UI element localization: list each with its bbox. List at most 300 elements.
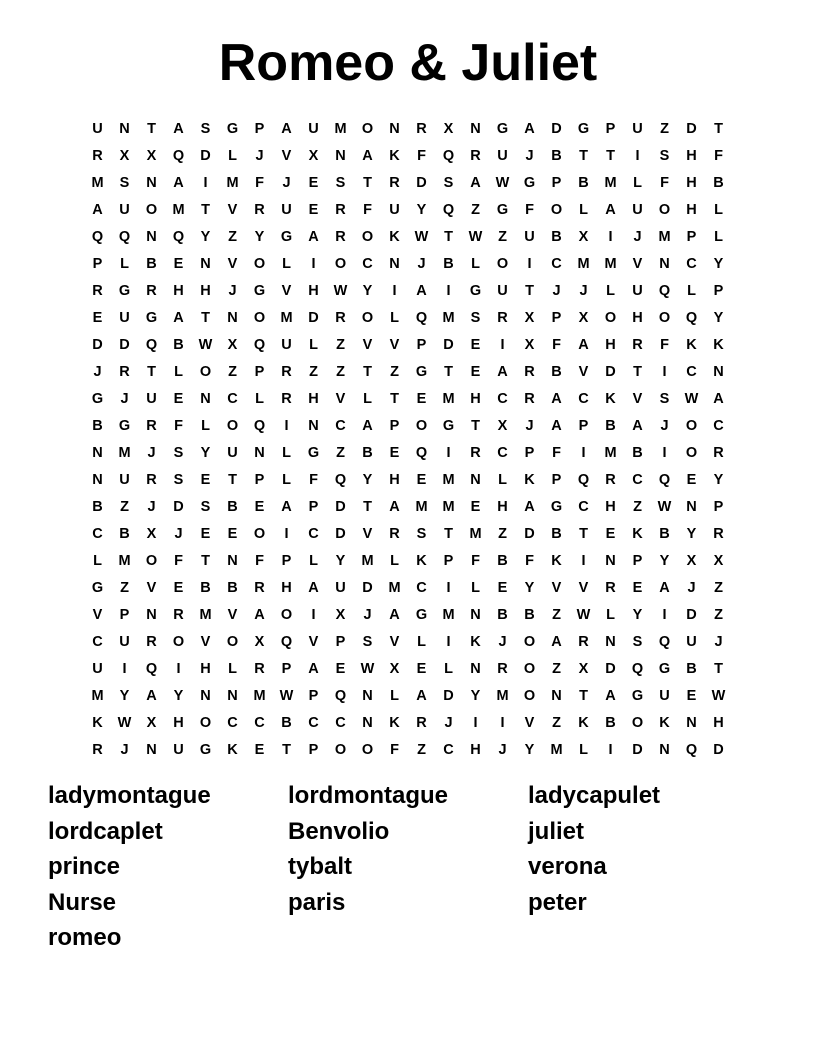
grid-letter: A [281,120,292,137]
grid-letter: Z [228,363,237,380]
grid-letter: U [497,147,508,164]
grid-letter: M [172,201,185,218]
grid-letter: I [635,147,640,164]
letter-grid [84,115,732,763]
grid-letter: D [335,498,346,515]
grid-letter: Y [713,309,724,326]
grid-letter: L [714,201,723,218]
grid-letter: I [662,363,667,380]
grid-letter: M [91,687,104,704]
grid-letter: E [308,201,319,218]
grid-letter: T [201,552,210,569]
grid-letter: L [228,660,237,677]
grid-letter: D [605,363,616,380]
grid-letter: P [578,417,589,434]
grid-letter: H [605,498,616,515]
grid-letter: N [146,228,157,245]
grid-letter: K [227,741,238,758]
grid-letter: N [92,444,103,461]
grid-letter: X [497,417,508,434]
grid-letter: A [362,417,373,434]
grid-letter: B [227,579,238,596]
grid-letter: T [714,660,723,677]
grid-letter: L [687,282,696,299]
grid-letter: G [91,579,104,596]
grid-letter: O [361,741,374,758]
grid-letter: P [119,606,130,623]
grid-letter: A [92,201,103,218]
grid-letter: O [199,363,212,380]
grid-letter: Y [416,201,427,218]
grid-letter: A [389,606,400,623]
grid-letter: G [280,228,293,245]
grid-letter: J [147,498,156,515]
grid-letter: C [686,255,697,272]
grid-letter: M [226,174,239,191]
grid-letter: S [173,444,184,461]
grid-letter: J [147,444,156,461]
grid-letter: C [497,444,508,461]
word-list-item: romeo [48,924,122,951]
word-list [48,780,768,958]
grid-letter: C [227,390,238,407]
grid-letter: T [147,120,156,137]
grid-letter: Y [362,471,373,488]
grid-letter: E [173,390,184,407]
grid-letter: A [524,120,535,137]
grid-letter: Y [254,228,265,245]
grid-letter: P [281,552,292,569]
grid-letter: I [446,579,451,596]
grid-letter: C [335,714,346,731]
grid-letter: O [253,525,266,542]
grid-letter: R [713,444,724,461]
grid-letter: R [389,525,400,542]
grid-letter: N [200,255,211,272]
grid-letter: J [498,633,507,650]
grid-letter: M [118,444,131,461]
grid-letter: B [92,498,103,515]
grid-letter: V [308,633,319,650]
grid-letter: A [497,363,508,380]
grid-letter: Q [415,309,428,326]
grid-letter: C [362,255,373,272]
grid-letter: T [444,228,453,245]
grid-letter: N [470,471,481,488]
grid-letter: N [686,498,697,515]
grid-letter: I [446,633,451,650]
grid-letter: M [442,471,455,488]
grid-letter: D [443,336,454,353]
grid-letter: L [282,444,291,461]
grid-letter: M [253,687,266,704]
grid-letter: J [255,147,264,164]
grid-letter: N [227,552,238,569]
grid-letter: N [200,390,211,407]
grid-letter: L [255,390,264,407]
grid-letter: X [335,606,346,623]
grid-letter: D [335,525,346,542]
grid-letter: B [551,228,562,245]
grid-letter: T [471,417,480,434]
grid-letter: J [444,714,453,731]
grid-letter: N [659,255,670,272]
grid-letter: S [362,633,373,650]
grid-letter: E [308,174,319,191]
grid-letter: A [173,309,184,326]
grid-letter: H [470,390,481,407]
grid-letter: Q [631,660,644,677]
grid-letter: L [390,309,399,326]
grid-letter: R [578,633,589,650]
grid-letter: L [228,147,237,164]
grid-letter: W [495,174,510,191]
grid-letter: W [657,498,672,515]
grid-letter: M [577,255,590,272]
grid-letter: S [470,309,481,326]
word-list-item: tybalt [288,853,353,880]
grid-letter: L [93,552,102,569]
grid-letter: M [334,120,347,137]
grid-letter: Q [172,147,185,164]
grid-letter: I [284,525,289,542]
grid-letter: Q [91,228,104,245]
grid-letter: F [552,444,561,461]
grid-letter: A [308,579,319,596]
grid-letter: N [659,741,670,758]
grid-letter: T [390,390,399,407]
grid-letter: P [686,228,697,245]
grid-letter: U [119,471,130,488]
grid-letter: N [470,606,481,623]
grid-letter: O [226,633,239,650]
grid-letter: F [660,174,669,191]
grid-letter: Q [253,417,266,434]
grid-letter: W [198,336,213,353]
grid-letter: R [470,147,481,164]
grid-letter: Y [686,525,697,542]
grid-letter: D [173,498,184,515]
grid-letter: O [685,444,698,461]
grid-letter: Q [658,471,671,488]
grid-letter: H [308,390,319,407]
grid-letter: M [604,174,617,191]
grid-letter: F [417,147,426,164]
grid-letter: M [442,606,455,623]
grid-letter: P [389,417,400,434]
grid-letter: U [146,390,157,407]
grid-letter: A [470,174,481,191]
grid-letter: V [389,633,400,650]
grid-letter: L [633,174,642,191]
grid-letter: V [227,606,238,623]
grid-letter: F [525,201,534,218]
grid-letter: N [227,309,238,326]
grid-letter: B [119,525,130,542]
grid-letter: W [576,606,591,623]
grid-letter: R [146,633,157,650]
grid-letter: U [281,336,292,353]
grid-letter: A [605,201,616,218]
grid-letter: C [578,390,589,407]
grid-letter: R [632,336,643,353]
grid-letter: N [713,363,724,380]
grid-letter: N [605,633,616,650]
grid-letter: I [608,228,613,245]
grid-letter: I [500,714,505,731]
grid-letter: R [92,282,103,299]
grid-letter: X [119,147,130,164]
grid-letter: E [254,741,265,758]
grid-letter: B [686,660,697,677]
grid-letter: H [200,282,211,299]
grid-letter: T [525,282,534,299]
grid-letter: A [578,336,589,353]
grid-letter: O [334,741,347,758]
grid-letter: D [200,147,211,164]
grid-letter: G [496,120,509,137]
grid-letter: G [550,498,563,515]
grid-letter: Z [417,741,426,758]
grid-letter: V [146,579,157,596]
grid-letter: Z [552,660,561,677]
grid-letter: L [498,471,507,488]
grid-letter: J [687,579,696,596]
grid-letter: X [578,228,589,245]
grid-letter: L [471,255,480,272]
grid-letter: Y [713,471,724,488]
grid-letter: U [227,444,238,461]
grid-letter: Y [524,741,535,758]
grid-letter: M [469,525,482,542]
grid-letter: V [578,363,589,380]
grid-letter: E [335,660,346,677]
grid-letter: X [713,552,724,569]
grid-letter: R [416,714,427,731]
grid-letter: Y [713,255,724,272]
grid-letter: N [389,255,400,272]
grid-letter: L [579,741,588,758]
grid-letter: H [173,282,184,299]
grid-letter: O [361,120,374,137]
grid-letter: T [579,687,588,704]
grid-letter: J [363,606,372,623]
grid-letter: Q [145,336,158,353]
grid-letter: F [714,147,723,164]
word-list-item: ladymontague [48,782,211,809]
grid-letter: R [605,471,616,488]
grid-letter: H [686,174,697,191]
grid-letter: N [146,741,157,758]
grid-letter: I [176,660,181,677]
grid-letter: T [363,498,372,515]
grid-letter: V [362,336,373,353]
grid-letter: Z [120,498,129,515]
grid-letter: C [443,741,454,758]
grid-letter: X [146,147,157,164]
grid-letter: G [496,201,509,218]
grid-letter: F [174,552,183,569]
grid-letter: I [392,282,397,299]
grid-letter: B [146,255,157,272]
grid-letter: C [335,417,346,434]
grid-letter: Z [336,336,345,353]
grid-letter: X [524,336,535,353]
grid-letter: U [119,309,130,326]
grid-letter: R [605,579,616,596]
grid-letter: M [91,174,104,191]
grid-letter: H [686,147,697,164]
grid-letter: U [389,201,400,218]
grid-letter: B [551,525,562,542]
grid-letter: B [443,255,454,272]
grid-letter: T [201,309,210,326]
grid-letter: B [578,174,589,191]
grid-letter: Y [632,606,643,623]
grid-letter: M [388,579,401,596]
grid-letter: I [446,282,451,299]
grid-letter: B [227,498,238,515]
grid-letter: B [497,552,508,569]
grid-letter: U [632,120,643,137]
grid-letter: U [524,228,535,245]
grid-letter: Z [552,606,561,623]
grid-letter: I [527,255,532,272]
grid-letter: G [145,309,158,326]
grid-letter: R [92,147,103,164]
grid-letter: X [146,714,157,731]
grid-letter: W [333,282,348,299]
grid-letter: M [361,552,374,569]
grid-letter: J [579,282,588,299]
grid-letter: S [416,525,427,542]
grid-letter: P [92,255,103,272]
grid-letter: O [280,606,293,623]
grid-letter: X [443,120,454,137]
grid-letter: O [604,309,617,326]
grid-letter: O [658,309,671,326]
grid-letter: D [362,579,373,596]
grid-letter: O [145,552,158,569]
grid-letter: O [145,201,158,218]
grid-letter: Z [309,363,318,380]
grid-letter: L [606,606,615,623]
grid-letter: X [146,525,157,542]
grid-letter: N [227,687,238,704]
grid-letter: D [605,660,616,677]
grid-letter: I [581,552,586,569]
grid-letter: U [632,282,643,299]
grid-letter: U [173,741,184,758]
grid-letter: K [524,471,535,488]
grid-letter: U [119,201,130,218]
grid-letter: K [686,336,697,353]
grid-letter: F [525,552,534,569]
grid-letter: Q [145,660,158,677]
grid-letter: O [685,417,698,434]
grid-letter: Y [200,228,211,245]
grid-letter: E [389,444,400,461]
word-list-item: lordcaplet [48,817,163,845]
grid-letter: U [119,633,130,650]
grid-letter: A [551,390,562,407]
grid-letter: J [660,417,669,434]
grid-letter: C [497,390,508,407]
grid-letter: G [199,741,212,758]
grid-letter: M [604,444,617,461]
grid-letter: Z [336,363,345,380]
grid-letter: G [91,390,104,407]
grid-letter: A [362,147,373,164]
grid-letter: C [92,633,103,650]
grid-letter: N [389,120,400,137]
grid-letter: B [659,525,670,542]
grid-letter: N [146,174,157,191]
grid-letter: B [200,579,211,596]
grid-letter: X [389,660,400,677]
grid-letter: N [362,687,373,704]
grid-letter: I [203,174,208,191]
grid-letter: K [713,336,724,353]
grid-letter: Z [336,444,345,461]
grid-letter: M [415,498,428,515]
grid-letter: V [227,201,238,218]
grid-letter: Z [633,498,642,515]
grid-letter: O [550,201,563,218]
grid-letter: C [416,579,427,596]
grid-letter: G [307,444,320,461]
word-list-item: paris [288,888,346,916]
grid-letter: H [713,714,724,731]
grid-letter: V [389,336,400,353]
grid-letter: R [524,363,535,380]
grid-letter: A [605,687,616,704]
grid-letter: E [497,579,508,596]
word-list-item: prince [48,853,121,880]
grid-letter: F [255,552,264,569]
grid-letter: J [93,363,102,380]
grid-letter: Z [498,525,507,542]
grid-letter: A [524,498,535,515]
grid-letter: R [254,579,265,596]
grid-letter: K [92,714,103,731]
grid-letter: L [309,336,318,353]
grid-letter: G [118,417,131,434]
grid-letter: N [335,147,346,164]
grid-letter: A [146,687,157,704]
grid-letter: E [173,579,184,596]
grid-letter: F [363,201,372,218]
grid-letter: N [470,660,481,677]
grid-letter: U [632,201,643,218]
grid-letter: O [361,309,374,326]
grid-letter: R [335,228,346,245]
grid-letter: P [254,471,265,488]
grid-letter: C [713,417,724,434]
grid-letter: O [631,714,644,731]
grid-letter: T [201,201,210,218]
grid-letter: Z [660,120,669,137]
grid-letter: C [578,498,589,515]
grid-letter: A [416,282,427,299]
grid-letter: J [228,282,237,299]
grid-letter: J [120,390,129,407]
grid-letter: N [362,714,373,731]
grid-letter: I [662,606,667,623]
grid-letter: X [578,660,589,677]
grid-letter: T [363,363,372,380]
grid-letter: H [281,579,292,596]
